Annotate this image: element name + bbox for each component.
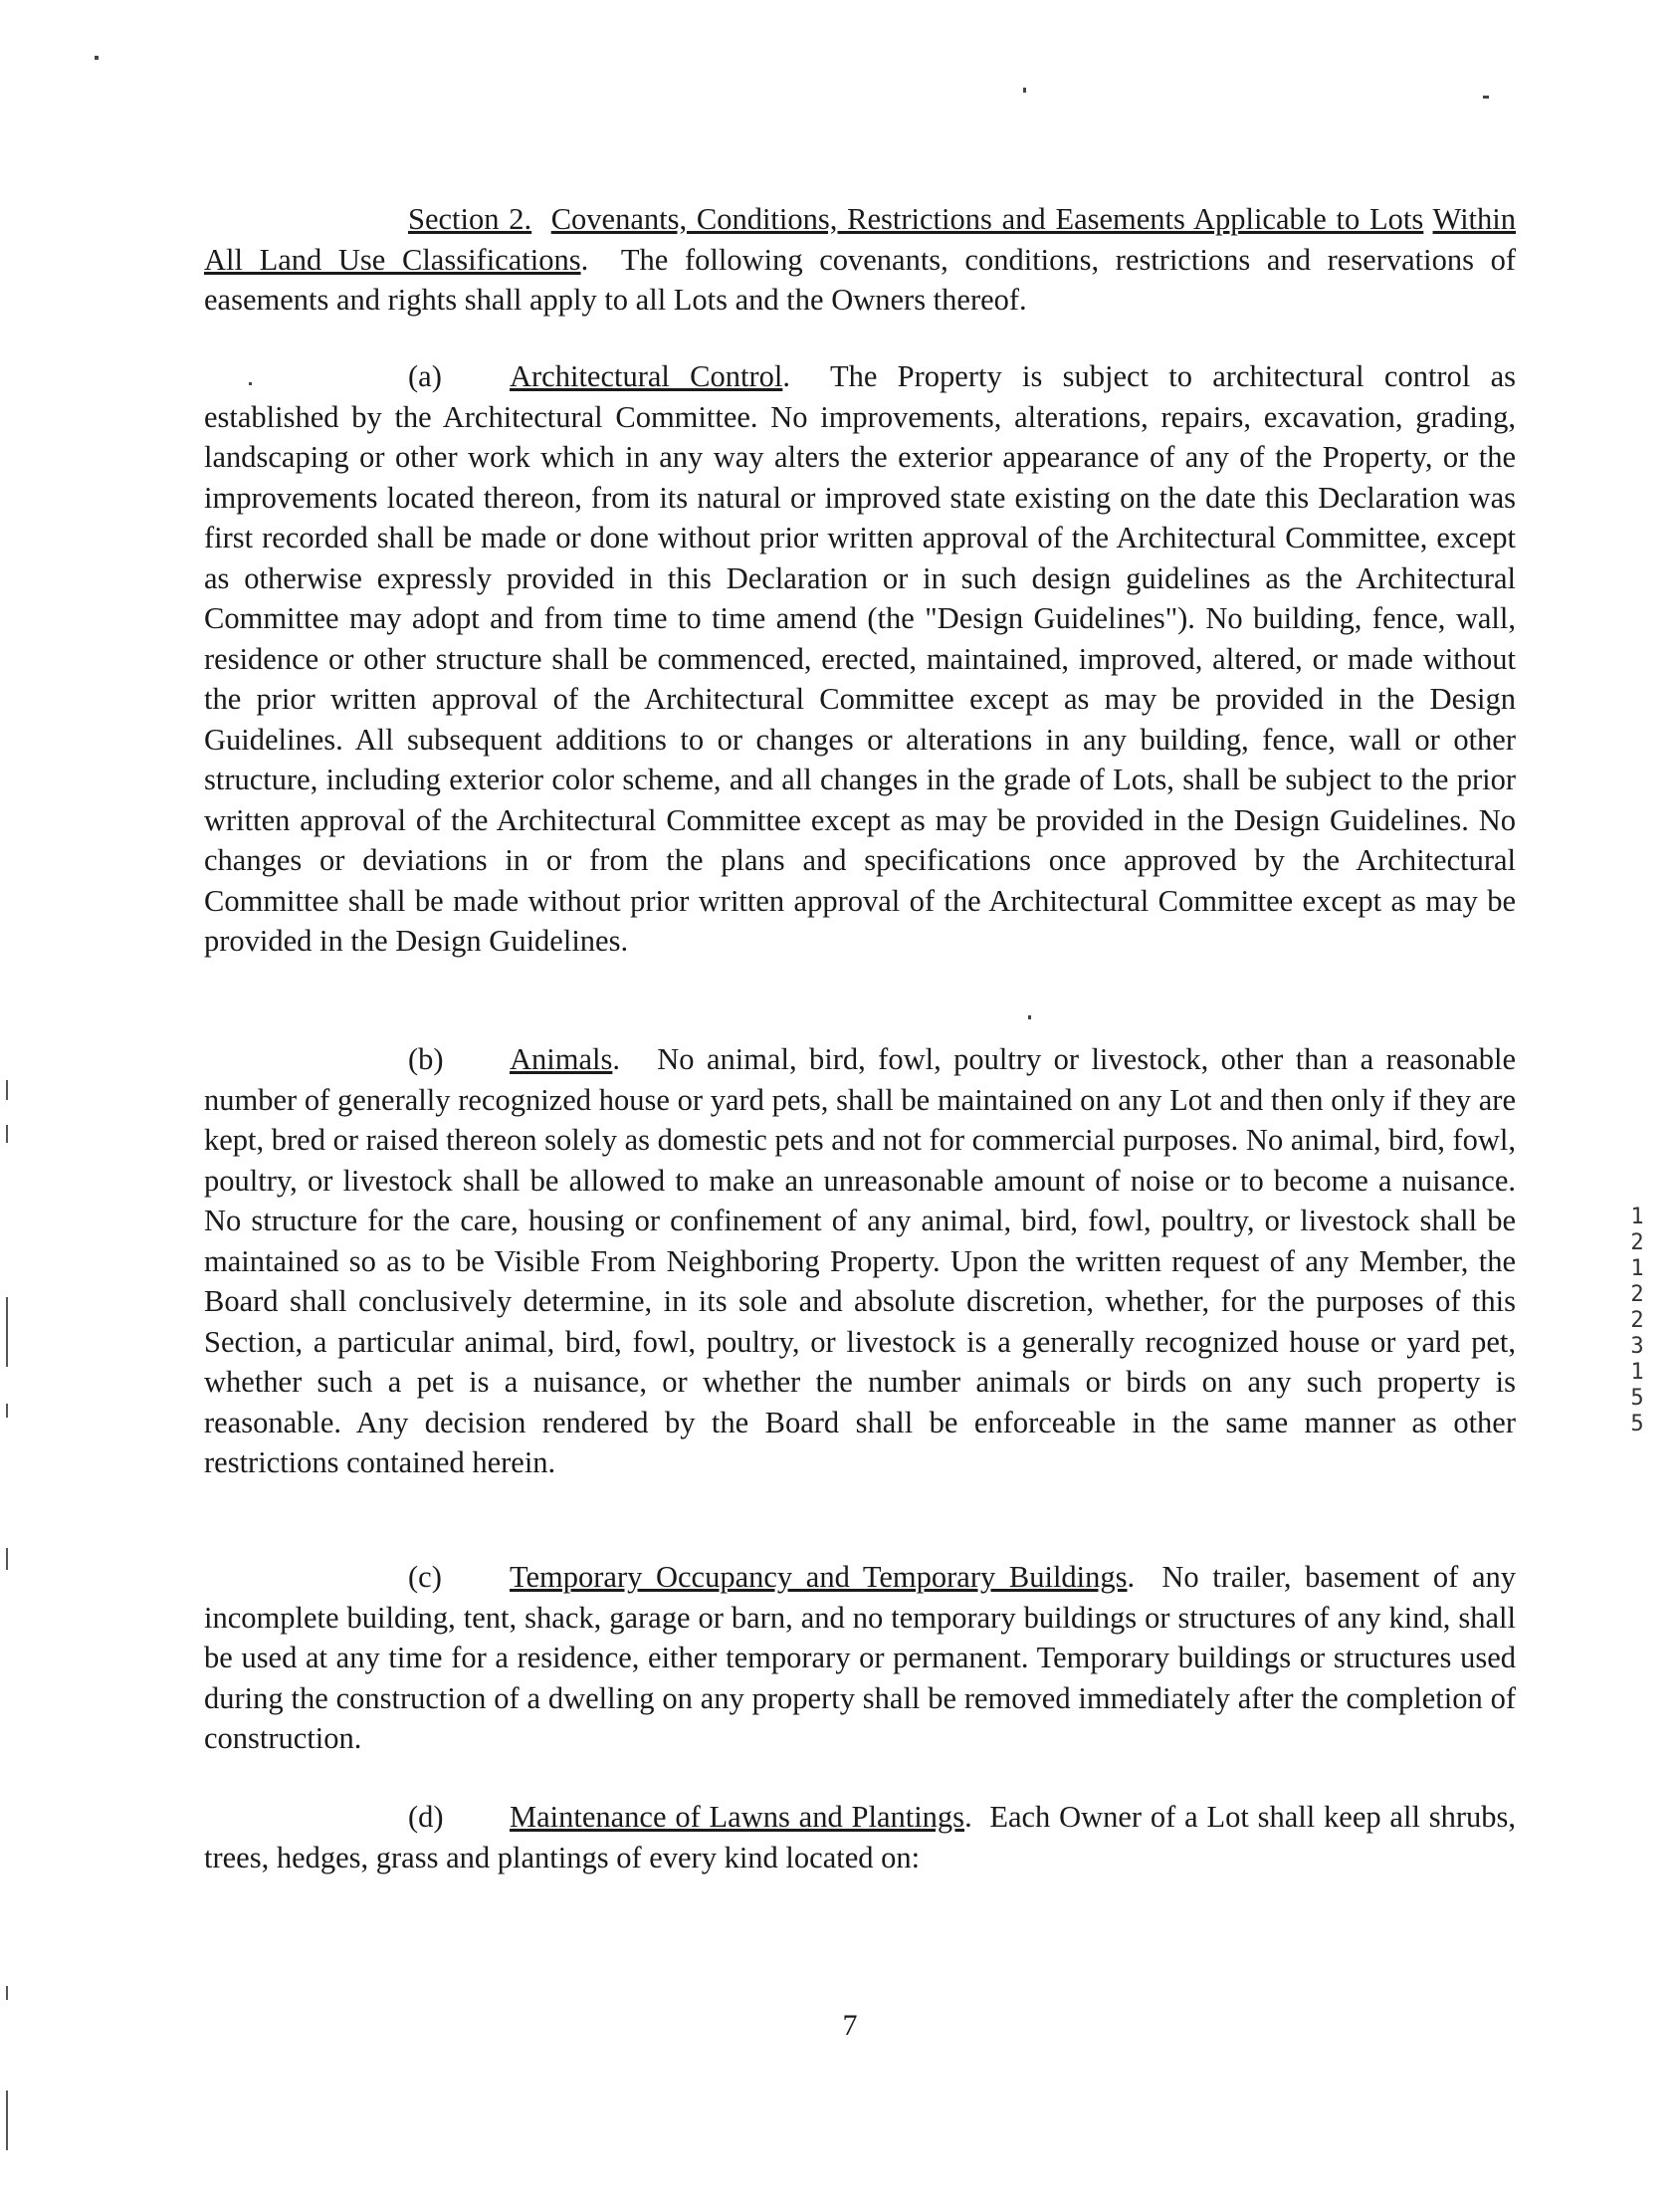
section-heading: Section 2.	[408, 202, 532, 236]
section-title-line1: Covenants, Conditions, Restrictions and Easements Applicable to Lots	[550, 202, 1424, 236]
scan-speck	[249, 382, 252, 385]
scan-edge-mark	[6, 1986, 8, 2000]
section-title-line2: Within All Land Use Classifications	[204, 202, 1517, 277]
scan-edge-mark	[6, 1080, 8, 1100]
clause-d-label: (d)	[408, 1800, 444, 1834]
scan-edge-mark	[6, 1297, 8, 1367]
clause-d-body: Each Owner of a Lot shall keep all shrubs, trees, hedges, grass and plantings of every kind located on:	[204, 1800, 1516, 1874]
clause-a-body: The Property is subject to architectural control as established by the Architectural Committee. No improvements, alterations, repairs, excavation, grading, landscaping or other work which in any way alters the exterior appearance of any of the Property, or the improvements located thereon, from its natural or improved state existing on the date this Declaration was first recorded shall be made or done without prior written approval of the Architectural Committee, except as otherwise expressly provided in this Declaration or in such design guidelines as the Architectural Committee may adopt and from time to time amend (the "Design Guidelines"). No building, fence, wall, residence or other structure shall be commenced, erected, maintained, improved, altered, or made without the prior written approval of the Architectural Committee except as may be provided in the Design Guidelines. All subsequent additions to or changes or alterations in any building, fence, wall or other structure, including exterior color scheme, and all changes in the grade of Lots, shall be subject to the prior written approval of the Architectural Committee except as may be provided in the Design Guidelines. No changes or deviations in or from the plans and specifications once approved by the Architectural Committee shall be made without prior written approval of the Architectural Committee except as may be provided in the Design Guidelines.	[204, 359, 1516, 958]
clause-a-title: Architectural Control	[510, 359, 783, 393]
scan-speck	[1483, 96, 1489, 99]
page-number: 7	[842, 2009, 858, 2042]
scan-speck	[1028, 1015, 1031, 1019]
clause-c: (c) Temporary Occupancy and Temporary Buildings. No trailer, basement of any incomplete building, tent, shack, garage or barn, and no temporary buildings or structures of any kind, shall be used at any time for a residence, either temporary or permanent. Temporary buildings or structures used during the construction of a dwelling on any property shall be removed immediately after the completion of construction.	[204, 1557, 1516, 1759]
section-2-intro: Section 2. Covenants, Conditions, Restrictions and Easements Applicable to Lots Within All Land Use Classifications. The following covenants, conditions, restrictions and reservations of easements and rights shall apply to all Lots and the Owners thereof.	[204, 202, 1517, 317]
section-body: The following covenants, conditions, restrictions and reservations of easements and rights shall apply to all Lots and the Owners thereof.	[204, 242, 1516, 317]
clause-b-body: No animal, bird, fowl, poultry or livestock, other than a reasonable number of generally recognized house or yard pets, shall be maintained on any Lot and then only if they are kept, bred or raised thereon solely as domestic pets and not for commercial purposes. No animal, bird, fowl, poultry, or livestock shall be allowed to make an unreasonable amount of noise or to become a nuisance. No structure for the care, housing or confinement of any animal, bird, fowl, poultry, or livestock shall be maintained so as to be Visible From Neighboring Property. Upon the written request of any Member, the Board shall conclusively determine, in its sole and absolute discretion, whether, for the purposes of this Section, a particular animal, bird, fowl, poultry, or livestock is a generally recognized house or yard pet, whether such a pet is a nuisance, or whether the number animals or birds on any such property is reasonable. Any decision rendered by the Board shall be enforceable in the same manner as other restrictions contained herein.	[204, 1042, 1516, 1479]
scan-edge-mark	[6, 1125, 8, 1143]
clause-b-title: Animals	[510, 1042, 613, 1076]
clause-a: (a) Architectural Control. The Property is subject to architectural control as established by the Architectural Committee. No improvements, alterations, repairs, excavation, grading, landscaping or other work which in any way alters the exterior appearance of any of the Property, or the improvements located thereon, from its natural or improved state existing on the date this Declaration was first recorded shall be made or done without prior written approval of the Architectural Committee, except as otherwise expressly provided in this Declaration or in such design guidelines as the Architectural Committee may adopt and from time to time amend (the "Design Guidelines"). No building, fence, wall, residence or other structure shall be commenced, erected, maintained, improved, altered, or made without the prior written approval of the Architectural Committee except as may be provided in the Design Guidelines. All subsequent additions to or changes or alterations in any building, fence, wall or other structure, including exterior color scheme, and all changes in the grade of Lots, shall be subject to the prior written approval of the Architectural Committee except as may be provided in the Design Guidelines. No changes or deviations in or from the plans and specifications once approved by the Architectural Committee shall be made without prior written approval of the Architectural Committee except as may be provided in the Design Guidelines.	[204, 356, 1516, 962]
clause-a-label: (a)	[408, 359, 442, 393]
scan-speck	[95, 56, 99, 60]
scan-edge-mark	[6, 1404, 8, 1418]
clause-b-label: (b)	[408, 1042, 444, 1076]
clause-b: (b) Animals. No animal, bird, fowl, poultry or livestock, other than a reasonable number of generally recognized house or yard pets, shall be maintained on any Lot and then only if they are kept, bred or raised thereon solely as domestic pets and not for commercial purposes. No animal, bird, fowl, poultry, or livestock shall be allowed to make an unreasonable amount of noise or to become a nuisance. No structure for the care, housing or confinement of any animal, bird, fowl, poultry, or livestock shall be maintained so as to be Visible From Neighboring Property. Upon the written request of any Member, the Board shall conclusively determine, in its sole and absolute discretion, whether, for the purposes of this Section, a particular animal, bird, fowl, poultry, or livestock is a generally recognized house or yard pet, whether such a pet is a nuisance, or whether the number animals or birds on any such property is reasonable. Any decision rendered by the Board shall be enforceable in the same manner as other restrictions contained herein.	[204, 1039, 1516, 1483]
recording-number-stamp: 1 2 1 2 2 3 1 5 5	[1630, 1205, 1644, 1436]
clause-d: (d) Maintenance of Lawns and Plantings. Each Owner of a Lot shall keep all shrubs, trees, hedges, grass and plantings of every kind located on:	[204, 1797, 1516, 1877]
clause-c-body: No trailer, basement of any incomplete building, tent, shack, garage or barn, and no temporary buildings or structures of any kind, shall be used at any time for a residence, either temporary or permanent. Temporary buildings or structures used during the construction of a dwelling on any property shall be removed immediately after the completion of construction.	[204, 1560, 1516, 1755]
clause-c-title: Temporary Occupancy and Temporary Buildings	[510, 1560, 1128, 1594]
scan-speck	[1023, 88, 1026, 93]
clause-d-title: Maintenance of Lawns and Plantings	[510, 1800, 965, 1834]
scan-edge-mark	[6, 2091, 8, 2150]
scan-edge-mark	[6, 1548, 8, 1570]
clause-c-label: (c)	[408, 1560, 442, 1594]
